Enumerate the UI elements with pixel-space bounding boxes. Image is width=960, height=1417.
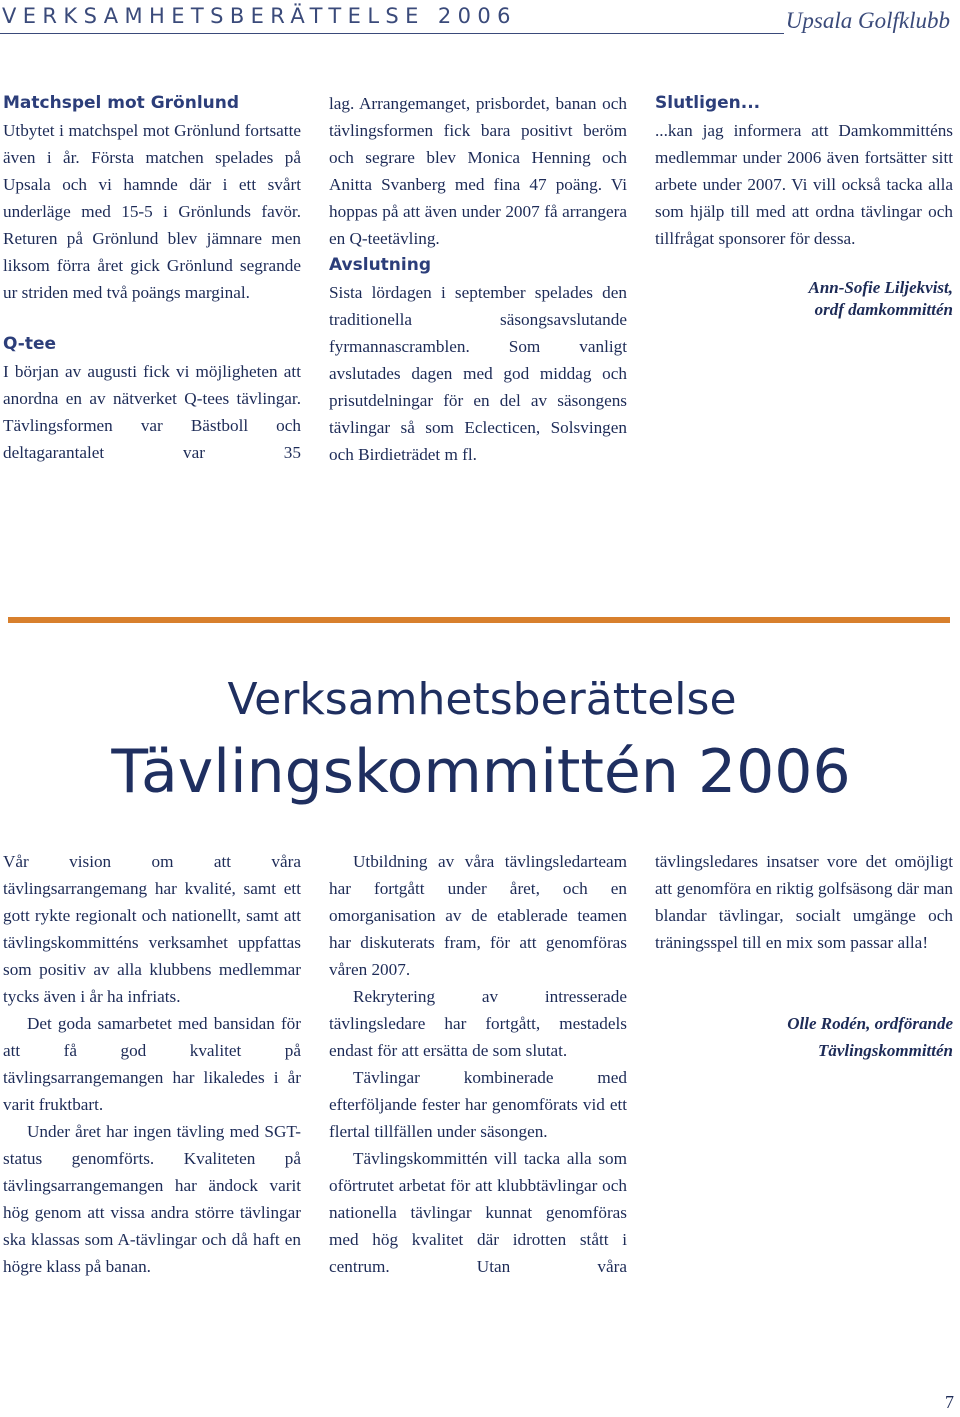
paragraph-tavlingsledare: tävlingsledares insatser vore det omöjligt att genomföra en riktig golfsäsong där man blandar tävlingar, socialt umgänge och träningsspel till en mix som passar alla! — [655, 852, 953, 952]
heading-slutligen: Slutligen... — [655, 93, 761, 113]
top-column-1 — [3, 90, 301, 466]
bottom-column-1 — [3, 848, 301, 1280]
paragraph-sgt-status: Under året har ingen tävling med SGT-status genomförts. Kvaliteten på tävlingsarrangemangen har ändock varit hög genom att vissa andra större tävlingar ska klassas som A-tävlingar och då haft en högre klass på banan. — [3, 1122, 301, 1276]
signature-role-damkommitten: ordf damkommittén — [814, 300, 953, 319]
paragraph-qtee-continued: lag. Arrangemanget, prisbordet, banan och tävlingsformen fick bara positivt beröm och segrare blev Monica Henning och Anitta Svanberg med fina 47 poäng. Vi hoppas på att även under 2007 få arrangera en Q-teetävling. — [329, 94, 627, 248]
page-number: 7 — [945, 1392, 954, 1412]
paragraph-samarbete: Det goda samarbetet med bansidan för att få god kvalitet på tävlingsarrangemangen har likaledes i år varit fruktbart. — [3, 1014, 301, 1114]
paragraph-tack: Tävlingskommittén vill tacka alla som oförtrutet arbetat för att klubbtävlingar och nationella tävlingar kunnat genomföras med hög kvalitet där idrotten stått i centrum. Utan våra — [329, 1149, 627, 1276]
paragraph-utbildning: Utbildning av våra tävlingsledarteam har fortgått under året, och en omorganisation av de etablerade teamen har diskuterats fram, för att genomföras våren 2007. — [329, 852, 627, 979]
heading-matchspel: Matchspel mot Grönlund — [3, 93, 240, 113]
header-rule — [0, 33, 784, 34]
paragraph-fester: Tävlingar kombinerade med efterföljande fester har genomförats vid ett flertal tillfällen under säsongen. — [329, 1068, 627, 1141]
signature-name-tavlingskommitten: Olle Rodén, ordförande — [787, 1014, 953, 1033]
paragraph-avslutning: Sista lördagen i september spelades den traditionella säsongsavslutande fyrmannascramblen. Som vanligt avslutades dagen med god middag och prisutdelningar för en del av säsongens tävlingar så som Eclecticen, Solsvingen och Birdieträdet m fl. — [329, 283, 627, 464]
section-divider — [8, 617, 950, 623]
top-column-2 — [329, 90, 627, 468]
bottom-column-2 — [329, 848, 627, 1280]
bottom-column-3 — [655, 848, 953, 1064]
paragraph-rekrytering: Rekrytering av intresserade tävlingsledare har fortgått, mestadels endast för att ersätta de som slutat. — [329, 987, 627, 1060]
top-column-3 — [655, 90, 953, 321]
heading-avslutning: Avslutning — [329, 255, 432, 275]
paragraph-slutligen: ...kan jag informera att Damkommitténs medlemmar under 2006 även fortsätter sitt arbete under 2007. Vi vill också tacka alla som hjälp till med att ordna tävlingar och tillfrågat sponsorer för dessa. — [655, 121, 953, 248]
paragraph-vision: Vår vision om att våra tävlingsarrangemang har kvalité, samt ett gott rykte regionalt och nationellt, samt att tävlingskommitténs verksamhet uppfattas som positiv av alla klubbens medlemmar tycks även i år ha infriats. — [3, 852, 301, 1006]
signature-role-tavlingskommitten: Tävlingskommittén — [817, 1041, 953, 1060]
paragraph-matchspel: Utbytet i matchspel mot Grönlund fortsatte även i år. Första matchen spelades på Upsala och vi hamnde där i ett svårt underläge med 15-5 i Grönlunds favör. Returen på Grönlund blev jämnare men liksom förra året gick Grönlund segrande ur striden med två poängs marginal. — [3, 121, 301, 302]
heading-qtee: Q-tee — [3, 334, 57, 354]
signature-name-damkommitten: Ann-Sofie Liljekvist, — [808, 278, 953, 297]
club-name: Upsala Golfklubb — [785, 8, 950, 33]
section-title: Tävlingskommittén 2006 — [111, 737, 851, 807]
running-header-title: VERKSAMHETSBERÄTTELSE 2006 — [2, 4, 517, 28]
paragraph-qtee: I början av augusti fick vi möjligheten att anordna en av nätverket Q-tees tävlingar. Tävlingsformen var Bästboll och deltagarantalet var 35 — [3, 362, 301, 462]
section-subtitle: Verksamhetsberättelse — [227, 674, 737, 725]
